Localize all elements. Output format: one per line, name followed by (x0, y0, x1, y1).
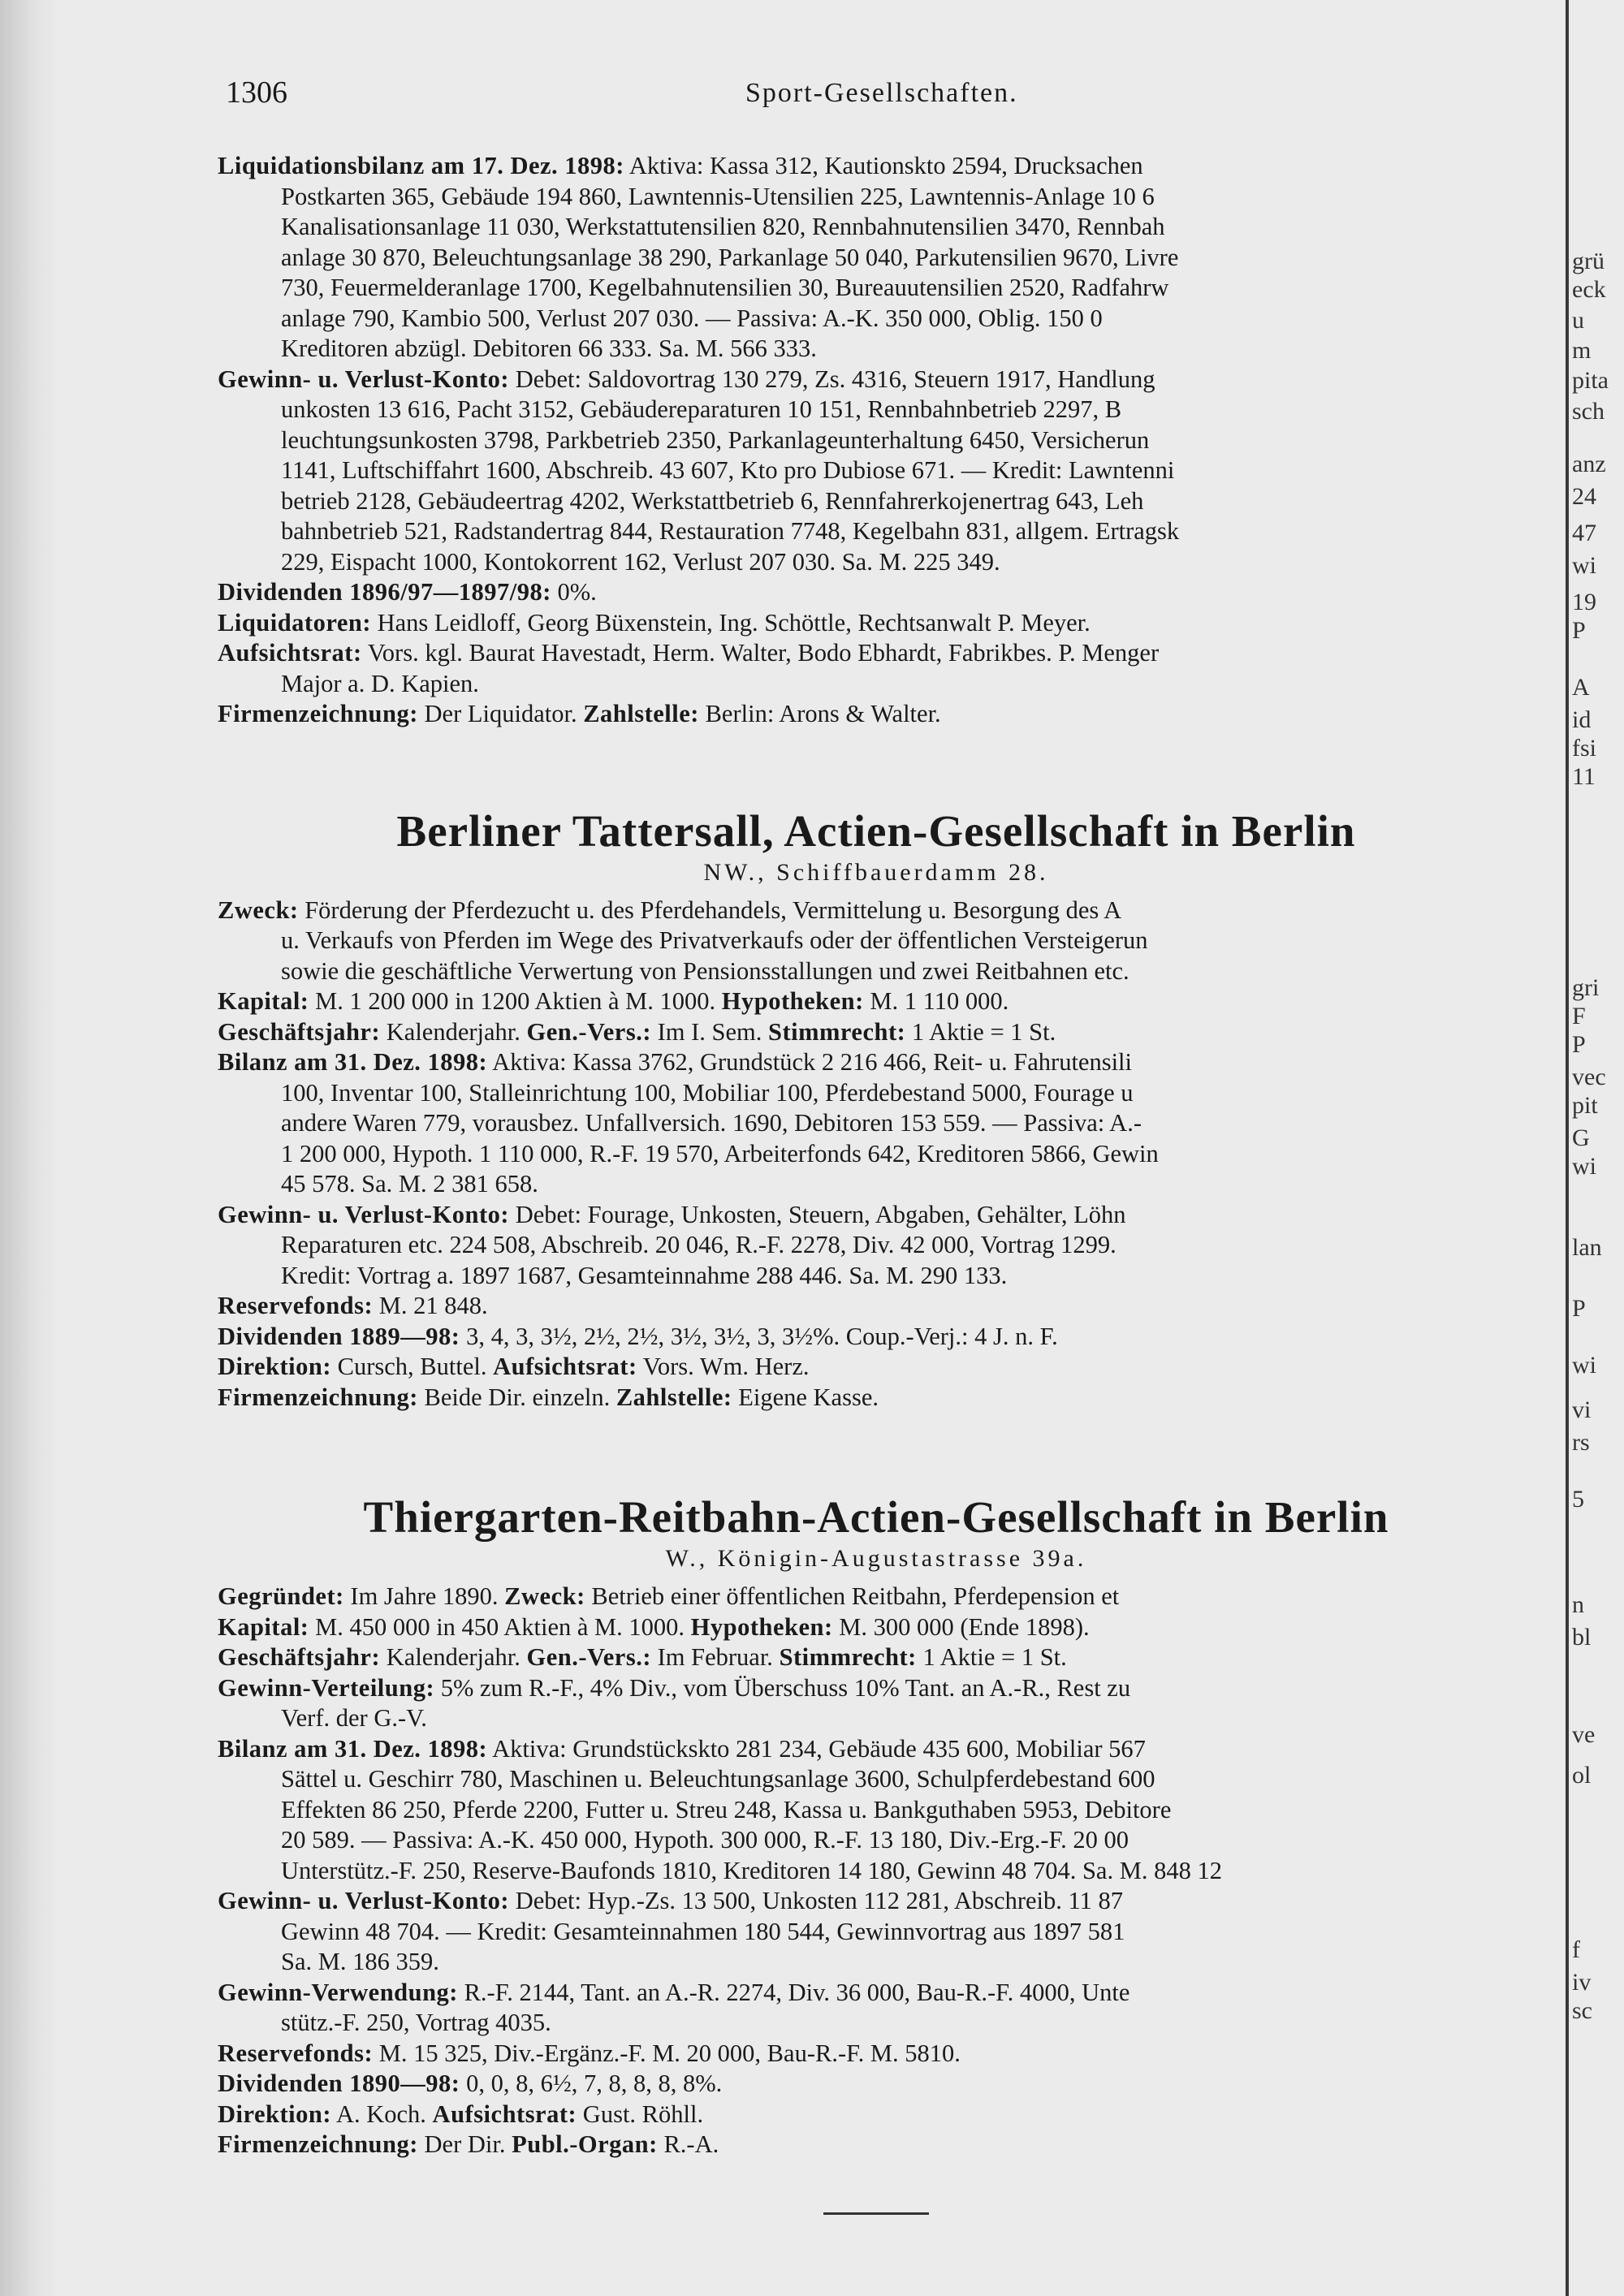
entry-text: Gewinn 48 704. — Kredit: Gesamteinnahmen 180 544, Gewinnvortrag aus 1897 581 (281, 1917, 1125, 1945)
bleed-fragment: A (1572, 674, 1590, 701)
bleed-fragment: grü (1572, 248, 1605, 274)
entry-text: andere Waren 779, vorausbez. Unfallversich. 1690, Debitoren 153 559. — Passiva: A.- (281, 1109, 1142, 1137)
bleed-fragment: P (1572, 617, 1586, 644)
entry-label: Hypotheken: (690, 1612, 833, 1641)
entry-text: Aktiva: Kassa 312, Kautionskto 2594, Drucksachen (624, 152, 1143, 179)
entry-label: Firmenzeichnung: (218, 700, 418, 727)
entry-text: 5% zum R.-F., 4% Div., vom Überschuss 10% Tant. an A.-R., Rest zu (434, 1673, 1131, 1702)
entry-text: Beide Dir. einzeln. (417, 1383, 616, 1411)
entry (218, 896, 1535, 987)
bleed-fragment: pit (1572, 1092, 1598, 1119)
bleed-fragment: sch (1572, 398, 1605, 425)
entry-label: Aufsichtsrat: (493, 1353, 637, 1380)
entry-text: Debet: Fourage, Unkosten, Steuern, Abgaben, Gehälter, Löhn (509, 1200, 1126, 1228)
entry-text: 229, Eispacht 1000, Kontokorrent 162, Verlust 207 030. Sa. M. 225 349. (281, 547, 1000, 576)
entry-text: 45 578. Sa. M. 2 381 658. (281, 1170, 538, 1198)
entry-label: Gewinn- u. Verlust-Konto: (218, 1200, 510, 1228)
entry-text: Der Liquidator. (417, 700, 584, 727)
entry-text: Kredit: Vortrag a. 1897 1687, Gesamteinnahme 288 446. Sa. M. 290 133. (281, 1261, 1008, 1289)
bleed-fragment: u (1572, 307, 1584, 334)
entry-label: Stimmrecht: (779, 1643, 917, 1671)
section-liquidation (218, 151, 1535, 730)
entry-text: 0%. (551, 578, 597, 606)
entry-text: 1 Aktie = 1 St. (905, 1017, 1056, 1046)
entry-text: Im Februar. (651, 1643, 780, 1671)
bleed-fragment: vec (1572, 1064, 1606, 1090)
entry-text: betrieb 2128, Gebäudeertrag 4202, Werkstattbetrieb 6, Rennfahrerkojenertrag 643, Leh (281, 486, 1144, 515)
bleed-fragment: G (1572, 1124, 1590, 1151)
bleed-fragment: wi (1572, 1352, 1596, 1379)
bleed-fragment: wi (1572, 1153, 1596, 1180)
entry-text: 730, Feuermelderanlage 1700, Kegelbahnutensilien 30, Bureauutensilien 2520, Radfahrw (281, 274, 1169, 301)
bleed-fragment: F (1572, 1003, 1586, 1029)
page-number: 1306 (226, 76, 287, 110)
entry-text: Kanalisationsanlage 11 030, Werkstattutensilien 820, Rennbahnutensilien 3470, Rennbah (281, 213, 1165, 240)
entry-text: Im Jahre 1890. (343, 1582, 505, 1610)
entry-text: Debet: Saldovortrag 130 279, Zs. 4316, Steuern 1917, Handlung (509, 365, 1155, 393)
bleed-fragment: wi (1572, 552, 1596, 579)
entry (218, 699, 1535, 730)
entry-label: Firmenzeichnung: (218, 2130, 418, 2158)
bleed-fragment: 5 (1572, 1486, 1584, 1513)
entry-label: Geschäftsjahr: (218, 1643, 381, 1671)
bleed-fragment: lan (1572, 1234, 1602, 1261)
entry (218, 1612, 1535, 1643)
entry-label: Publ.-Organ: (512, 2130, 658, 2158)
page-header (226, 75, 1525, 115)
column-divider (1566, 0, 1569, 2296)
company-address-thiergarten: W., Königin-Augustastrasse 39a. (665, 1545, 1087, 1572)
bleed-fragment: P (1572, 1031, 1586, 1058)
company-address-tattersall: NW., Schiffbauerdamm 28. (703, 858, 1049, 886)
entry-label: Zahlstelle: (615, 1383, 732, 1411)
entry (218, 986, 1535, 1017)
entry (218, 1352, 1535, 1383)
adjacent-column-bleed (1570, 0, 1624, 2296)
entry-label: Reservefonds: (218, 1292, 374, 1319)
entry (218, 1642, 1535, 1673)
bleed-fragment: iv (1572, 1969, 1592, 1996)
entry-label: Bilanz am 31. Dez. 1898: (218, 1048, 488, 1076)
entry-label: Geschäftsjahr: (218, 1017, 381, 1046)
entry-label: Zahlstelle: (583, 700, 699, 727)
entry-text: 0, 0, 8, 6½, 7, 8, 8, 8, 8%. (460, 2069, 723, 2097)
entry-text: R.-F. 2144, Tant. an A.-R. 2274, Div. 36 000, Bau-R.-F. 4000, Unte (457, 1978, 1130, 2006)
entry-text: Der Dir. (417, 2130, 512, 2158)
entry-label: Aufsichtsrat: (218, 639, 362, 667)
entry (218, 1047, 1535, 1200)
bleed-fragment: vi (1572, 1396, 1592, 1423)
end-rule (823, 2212, 929, 2215)
bleed-fragment: sc (1572, 1997, 1592, 2024)
entry (218, 365, 1535, 578)
entry-text: A. Koch. (331, 2100, 433, 2128)
entry-text: Cursch, Buttel. (331, 1353, 494, 1380)
entry-text: Unterstütz.-F. 250, Reserve-Baufonds 1810, Kreditoren 14 180, Gewinn 48 704. Sa. M. 848 12 (281, 1856, 1222, 1884)
bleed-fragment: bl (1572, 1624, 1592, 1651)
entry-text: stütz.-F. 250, Vortrag 4035. (281, 2009, 551, 2036)
entry (218, 638, 1535, 699)
bleed-fragment: fsi (1572, 735, 1596, 762)
entry-text: Reparaturen etc. 224 508, Abschreib. 20 046, R.-F. 2278, Div. 42 000, Vortrag 1299. (281, 1231, 1116, 1258)
entry-text: Förderung der Pferdezucht u. des Pferdehandels, Vermittelung u. Besorgung des A (298, 896, 1122, 924)
bleed-fragment: rs (1572, 1429, 1590, 1456)
section-thiergarten (218, 1582, 1535, 2160)
entry-text: Berlin: Arons & Walter. (698, 700, 941, 727)
entry-text: Sa. M. 186 359. (281, 1948, 439, 1975)
entry-label: Direktion: (218, 2100, 331, 2128)
entry-text: M. 1 200 000 in 1200 Aktien à M. 1000. (309, 987, 722, 1015)
entry-label: Gewinn- u. Verlust-Konto: (218, 365, 510, 393)
entry-label: Aufsichtsrat: (432, 2100, 577, 2128)
bleed-fragment: f (1572, 1936, 1580, 1963)
entry (218, 1978, 1535, 2039)
entry (218, 2100, 1535, 2130)
entry (218, 2130, 1535, 2160)
entry (218, 1017, 1535, 1048)
entry-label: Gen.-Vers.: (526, 1643, 651, 1671)
entry-text: Kalenderjahr. (380, 1643, 527, 1671)
entry-label: Hypotheken: (721, 987, 864, 1015)
entry-text: M. 1 110 000. (863, 987, 1009, 1015)
bleed-fragment: 11 (1572, 763, 1596, 790)
entry-text: u. Verkaufs von Pferden im Wege des Privatverkaufs oder der öffentlichen Versteigerun (281, 926, 1148, 954)
entry-label: Reservefonds: (218, 2039, 374, 2067)
entry (218, 1734, 1535, 1887)
entry-text: M. 21 848. (373, 1292, 488, 1319)
entry-label: Liquidatoren: (218, 608, 371, 637)
entry-label: Zweck: (218, 896, 299, 924)
entry-text: 1 200 000, Hypoth. 1 110 000, R.-F. 19 570, Arbeiterfonds 642, Kreditoren 5866, Gewin (281, 1139, 1159, 1167)
entry (218, 1582, 1535, 1612)
entry-text: 3, 4, 3, 3½, 2½, 2½, 3½, 3½, 3, 3½%. Coup.-Verj.: 4 J. n. F. (460, 1322, 1058, 1350)
entry-label: Bilanz am 31. Dez. 1898: (218, 1734, 488, 1763)
entry-text: unkosten 13 616, Pacht 3152, Gebäudereparaturen 10 151, Rennbahnbetrieb 2297, B (281, 395, 1122, 423)
entry-text: Major a. D. Kapien. (281, 669, 479, 697)
entry (218, 1291, 1535, 1322)
entry-text: 20 589. — Passiva: A.-K. 450 000, Hypoth. 300 000, R.-F. 13 180, Div.-Erg.-F. 20 00 (281, 1826, 1129, 1854)
entry-text: 100, Inventar 100, Stalleinrichtung 100, Mobiliar 100, Pferdebestand 5000, Fourage u (281, 1078, 1134, 1107)
entry-label: Firmenzeichnung: (218, 1383, 418, 1411)
entry-text: R.-A. (657, 2130, 719, 2158)
entry-text: Sättel u. Geschirr 780, Maschinen u. Beleuchtungsanlage 3600, Schulpferdebestand 600 (281, 1765, 1155, 1793)
bleed-fragment: ol (1572, 1762, 1592, 1789)
entry-text: Kalenderjahr. (380, 1017, 527, 1046)
bleed-fragment: m (1572, 337, 1592, 364)
entry-label: Kapital: (218, 987, 309, 1015)
bleed-fragment: eck (1572, 276, 1606, 303)
entry-text: Hans Leidloff, Georg Büxenstein, Ing. Schöttle, Rechtsanwalt P. Meyer. (370, 608, 1091, 637)
entry (218, 1673, 1535, 1734)
entry-text: 1 Aktie = 1 St. (916, 1643, 1067, 1671)
entry-label: Kapital: (218, 1612, 309, 1641)
entry-label: Dividenden 1889—98: (218, 1322, 460, 1350)
bleed-fragment: 24 (1572, 483, 1596, 510)
bleed-fragment: anz (1572, 451, 1606, 477)
entry-text: leuchtungsunkosten 3798, Parkbetrieb 2350, Parkanlageunterhaltung 6450, Versicherun (281, 425, 1150, 454)
entry-text: Gust. Röhll. (577, 2100, 704, 2128)
entry (218, 1383, 1535, 1413)
page-content (218, 151, 1535, 2215)
entry (218, 2069, 1535, 2100)
entry-text: Vors. Wm. Herz. (637, 1353, 810, 1380)
entry-text: M. 450 000 in 450 Aktien à M. 1000. (309, 1612, 691, 1641)
entry-label: Gewinn-Verwendung: (218, 1978, 458, 2006)
entry-text: Effekten 86 250, Pferde 2200, Futter u. Streu 248, Kassa u. Bankguthaben 5953, Debitore (281, 1795, 1172, 1823)
entry (218, 2039, 1535, 2069)
entry (218, 1200, 1535, 1292)
entry-label: Gewinn- u. Verlust-Konto: (218, 1887, 510, 1914)
entry-text: Im I. Sem. (651, 1017, 769, 1046)
entry-label: Zweck: (504, 1582, 585, 1610)
company-title-thiergarten: Thiergarten-Reitbahn-Actien-Gesellschaft in Berlin (363, 1492, 1389, 1542)
entry-text: Debet: Hyp.-Zs. 13 500, Unkosten 112 281, Abschreib. 11 87 (509, 1887, 1123, 1914)
entry-text: M. 15 325, Div.-Ergänz.-F. M. 20 000, Bau-R.-F. M. 5810. (373, 2039, 961, 2067)
entry-text: Postkarten 365, Gebäude 194 860, Lawntennis-Utensilien 225, Lawntennis-Anlage 10 6 (281, 182, 1155, 210)
bleed-fragment: gri (1572, 974, 1600, 1001)
entry (218, 1886, 1535, 1978)
bleed-fragment: 19 (1572, 589, 1596, 615)
bleed-fragment: pita (1572, 367, 1609, 394)
entry-label: Dividenden 1896/97—1897/98: (218, 578, 551, 606)
page-binding-shadow (0, 0, 58, 2296)
entry-label: Liquidationsbilanz am 17. Dez. 1898: (218, 152, 624, 179)
running-title: Sport-Gesellschaften. (745, 78, 1018, 108)
bleed-fragment: ve (1572, 1721, 1596, 1748)
entry-label: Gegründet: (218, 1582, 344, 1610)
entry-text: Eigene Kasse. (732, 1383, 879, 1411)
entry-text: anlage 790, Kambio 500, Verlust 207 030. — Passiva: A.-K. 350 000, Oblig. 150 0 (281, 304, 1103, 332)
entry-text: Verf. der G.-V. (281, 1704, 427, 1732)
entry-text: sowie die geschäftliche Verwertung von Pensionsstallungen und zwei Reitbahnen etc. (281, 956, 1129, 985)
bleed-fragment: P (1572, 1295, 1586, 1322)
entry-label: Dividenden 1890—98: (218, 2069, 460, 2097)
entry-text: 1141, Luftschiffahrt 1600, Abschreib. 43 607, Kto pro Dubiose 671. — Kredit: Lawntenni (281, 456, 1175, 484)
entry-text: Aktiva: Grundstückskto 281 234, Gebäude 435 600, Mobiliar 567 (487, 1734, 1146, 1763)
entry (218, 1322, 1535, 1353)
entry-text: M. 300 000 (Ende 1898). (832, 1612, 1090, 1641)
entry-text: Aktiva: Kassa 3762, Grundstück 2 216 466, Reit- u. Fahrutensili (487, 1048, 1132, 1076)
section-tattersall (218, 896, 1535, 1413)
entry-text: Betrieb einer öffentlichen Reitbahn, Pferdepension et (585, 1582, 1120, 1610)
bleed-fragment: 47 (1572, 520, 1596, 546)
bleed-fragment: n (1572, 1591, 1584, 1618)
entry-label: Direktion: (218, 1353, 331, 1380)
entry-text: bahnbetrieb 521, Radstandertrag 844, Restauration 7748, Kegelbahn 831, allgem. Ertragsk (281, 517, 1180, 545)
entry-label: Gen.-Vers.: (526, 1017, 651, 1046)
company-title-tattersall: Berliner Tattersall, Actien-Gesellschaft in Berlin (396, 805, 1356, 856)
entry (218, 151, 1535, 365)
entry-text: Kreditoren abzügl. Debitoren 66 333. Sa. M. 566 333. (281, 334, 817, 362)
entry-label: Stimmrecht: (768, 1017, 906, 1046)
entry (218, 577, 1535, 608)
bleed-fragment: id (1572, 706, 1592, 733)
entry-text: anlage 30 870, Beleuchtungsanlage 38 290, Parkanlage 50 040, Parkutensilien 9670, Livre (281, 243, 1179, 271)
entry-label: Gewinn-Verteilung: (218, 1673, 435, 1702)
entry (218, 608, 1535, 639)
entry-text: Vors. kgl. Baurat Havestadt, Herm. Walter, Bodo Ebhardt, Fabrikbes. P. Menger (361, 639, 1160, 667)
